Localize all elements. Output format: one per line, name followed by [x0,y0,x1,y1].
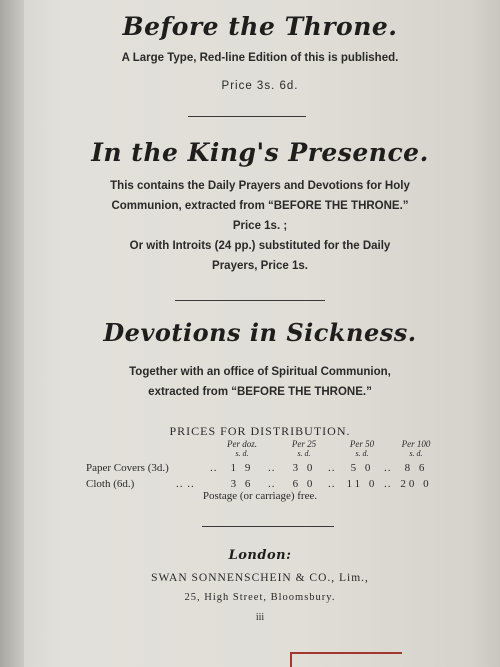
column-separator: .. [384,478,392,490]
row-leader-dots: .. .. [176,478,195,490]
column-unit: s. d. [355,449,369,458]
description-devotions [40,362,480,402]
column-header [284,440,324,458]
title-before-the-throne: Before the Throne. [122,12,398,41]
row-leader-dots: .. [210,462,218,474]
divider-rule-3 [202,526,334,527]
column-separator: .. [328,462,336,474]
divider-rule-1 [188,116,306,117]
description-kings-presence [40,176,480,276]
column-label: Per 25 [291,439,317,449]
description-line: Or with Introits (24 pp.) substituted for the Daily [129,240,391,252]
column-unit: s. d. [297,449,311,458]
imprint-city: London: [228,548,292,563]
row-label-cloth: Cloth (6d.) [86,478,135,490]
row-label-paper-covers: Paper Covers (3d.) [86,462,169,474]
price-cell: 20 0 [400,478,432,490]
price-cell: 5 0 [350,462,374,474]
imprint-publisher: SWAN SONNENSCHEIN & CO., Lim., [151,572,369,584]
title-kings-presence: In the King's Presence. [91,138,429,167]
description-line: Communion, extracted from “BEFORE THE THRONE.” [111,200,409,212]
price-cell: 11 0 [346,478,378,490]
column-separator: .. [268,462,276,474]
description-line: Price 1s. ; [232,220,288,232]
page-folio: iii [255,612,265,623]
price-before-the-throne: Price 3s. 6d. [221,80,299,92]
divider-rule-2 [175,300,325,301]
column-unit: s. d. [409,449,423,458]
description-line: Prayers, Price 1s. [212,260,308,272]
column-header [342,440,382,458]
prices-heading: PRICES FOR DISTRIBUTION. [169,424,351,438]
price-cell: 1 9 [230,462,254,474]
title-devotions-in-sickness: Devotions in Sickness. [103,318,417,347]
column-separator: .. [268,478,276,490]
description-line: Together with an office of Spiritual Communion, [129,366,391,378]
subtitle-large-type: A Large Type, Red-line Edition of this is published. [121,52,399,64]
description-line: This contains the Daily Prayers and Devotions for Holy [110,180,410,192]
price-cell: 3 0 [292,462,316,474]
imprint-address: 25, High Street, Bloomsbury. [184,592,336,603]
column-label: Per doz. [227,439,257,449]
postage-note: Postage (or carriage) free. [202,490,318,502]
price-cell: 3 6 [230,478,254,490]
column-unit: s. d. [235,449,249,458]
page-spine-edge [0,0,24,667]
column-label: Per 50 [349,439,375,449]
column-separator: .. [328,478,336,490]
column-header [222,440,262,458]
column-separator: .. [384,462,392,474]
red-stamp-mark [290,652,402,667]
price-cell: 6 0 [292,478,316,490]
description-line: extracted from “BEFORE THE THRONE.” [148,386,372,398]
column-header [396,440,436,458]
price-cell: 8 6 [404,462,428,474]
column-label: Per 100 [401,439,431,449]
